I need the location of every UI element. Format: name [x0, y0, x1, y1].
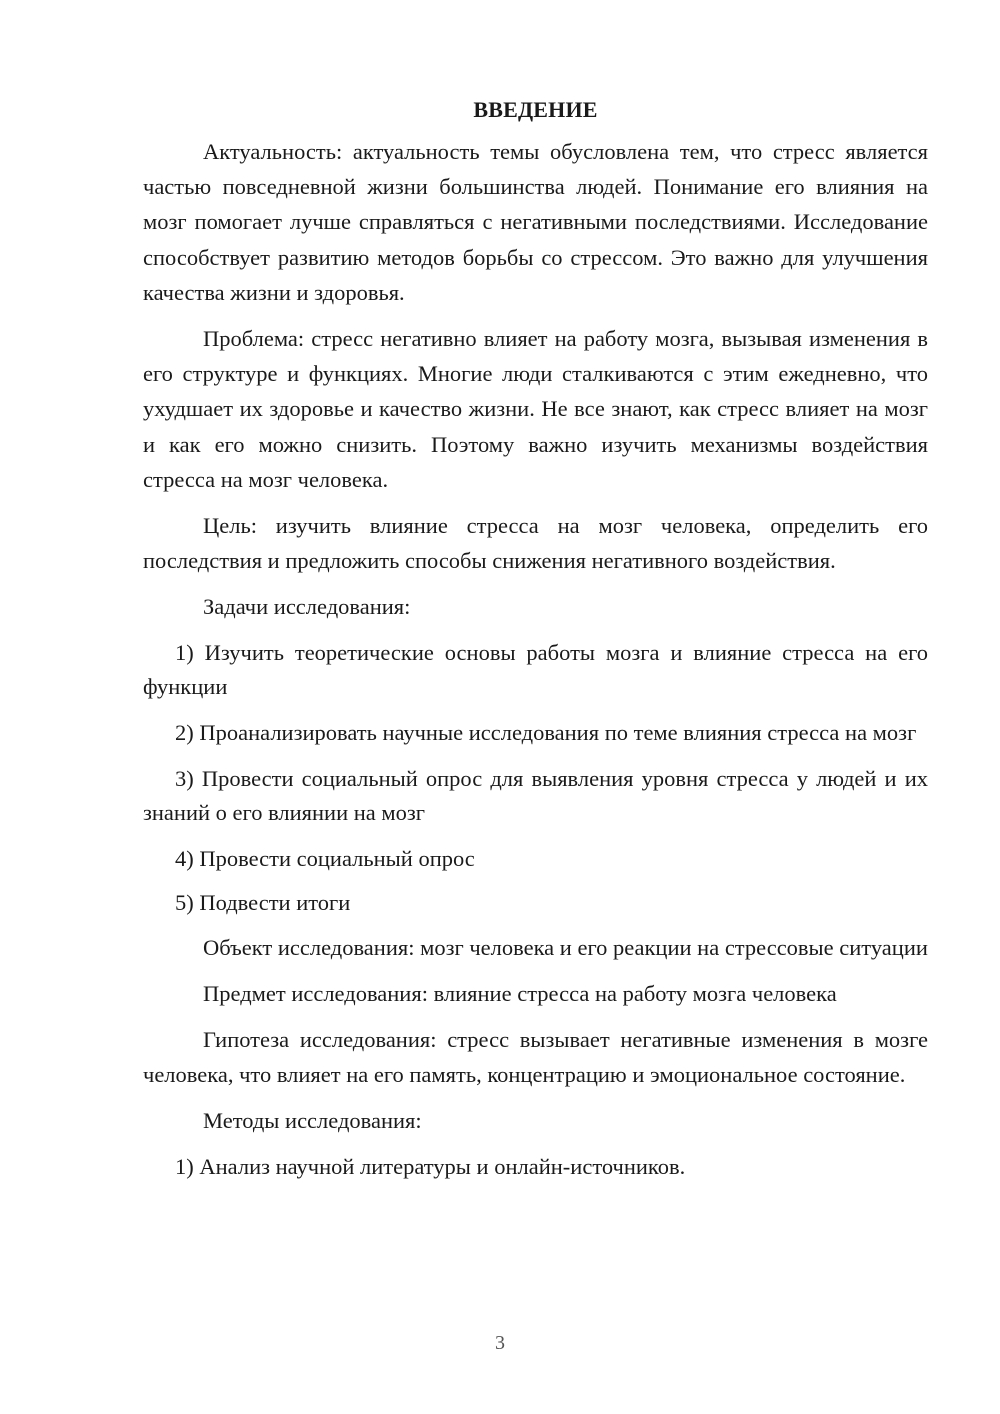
task-item-2: 2) Проанализировать научные исследования по теме влияния стресса на мозг [175, 719, 917, 745]
methods-title: Методы исследования: [203, 1108, 422, 1134]
method-item-1: 1) Анализ научной литературы и онлайн-источников. [175, 1153, 686, 1179]
task-item-4: 4) Провести социальный опрос [175, 845, 475, 871]
goal-paragraph: Цель: изучить влияние стресса на мозг человека, определить его последствия и предложить способы снижения негативного воздействия. [143, 513, 928, 574]
section-heading: ВВЕДЕНИЕ [473, 97, 598, 122]
task-item-5: 5) Подвести итоги [175, 889, 351, 915]
relevance-paragraph: Актуальность: актуальность темы обусловлена тем, что стресс является частью повседневной жизни большинства людей. Понимание его влияния на мозг помогает лучше справляться с негативными последствиями. Исследование способствует развитию методов борьбы со стрессом. Это важно для улучшения качества жизни и здоровья. [143, 139, 928, 305]
page-content [143, 92, 928, 1194]
page-number: 3 [495, 1332, 505, 1354]
hypothesis-paragraph: Гипотеза исследования: стресс вызывает негативные изменения в мозге человека, что влияет на его память, концентрацию и эмоциональное состояние. [143, 1027, 928, 1088]
tasks-title: Задачи исследования: [203, 594, 411, 620]
object-paragraph: Объект исследования: мозг человека и его реакции на стрессовые ситуации [203, 934, 928, 960]
task-item-3: 3) Провести социальный опрос для выявления уровня стресса у людей и их знаний о его влиянии на мозг [143, 765, 928, 825]
subject-paragraph: Предмет исследования: влияние стресса на работу мозга человека [203, 980, 837, 1006]
task-item-1: 1) Изучить теоретические основы работы мозга и влияние стресса на его функции [143, 639, 928, 699]
problem-paragraph: Проблема: стресс негативно влияет на работу мозга, вызывая изменения в его структуре и функциях. Многие люди сталкиваются с этим ежедневно, что ухудшает их здоровье и качество жизни. Не все знают, как стресс влияет на мозг и как его можно снизить. Поэтому важно изучить механизмы воздействия стресса на мозг человека. [143, 326, 928, 492]
